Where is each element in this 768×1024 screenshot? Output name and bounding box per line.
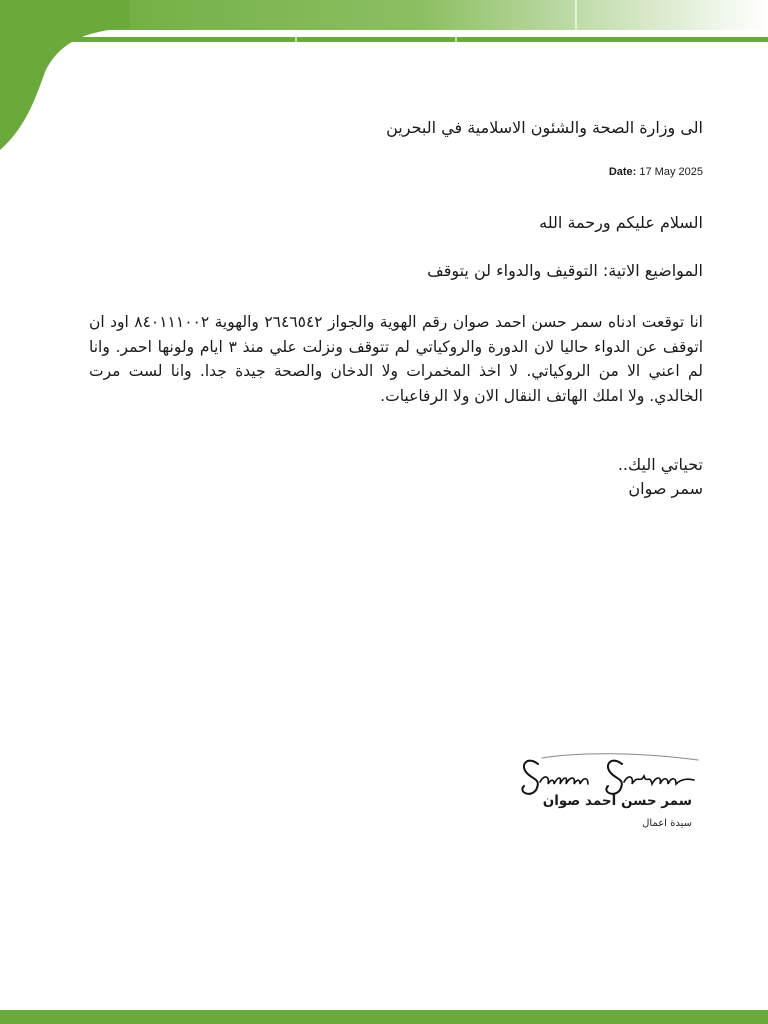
signatory-name: سمر حسن احمد صوان	[542, 793, 692, 809]
subject-line: المواضيع الاتية: التوقيف والدواء لن يتوقف	[427, 261, 703, 280]
signatory-title: سيدة اعمال	[642, 818, 692, 829]
closing-name: سمر صوان	[628, 479, 703, 498]
closing	[303, 453, 703, 501]
date-value: 17 May 2025	[639, 166, 703, 178]
date-label: Date:	[608, 166, 637, 178]
greeting: السلام عليكم ورحمة الله	[539, 213, 703, 232]
letter-body: انا توقعت ادناه سمر حسن احمد صوان رقم الهوية والجواز ٢٦٤٦٥٤٢ والهوية ٨٤٠١١١٠٠٢ اود ان اتوقف عن الدواء حاليا لان الدورة والروكياتي لم تتوقف ونزلت علي منذ ٣ ايام ولونها احمر. وانا لم اعني الا من الروكياتي. لا اخذ المخمرات ولا الدخان والصحة جيدة جدا. وانا لست مرت الخالدي. ولا املك الهاتف النقال الان ولا الرفاعيات.	[89, 313, 703, 405]
footer-green-bar	[0, 1010, 768, 1024]
recipient-line: الى وزارة الصحة والشئون الاسلامية في البحرين	[386, 118, 703, 137]
date-line	[403, 166, 703, 178]
closing-regards: تحياتي اليك..	[617, 455, 703, 474]
handwritten-signature	[518, 750, 703, 798]
